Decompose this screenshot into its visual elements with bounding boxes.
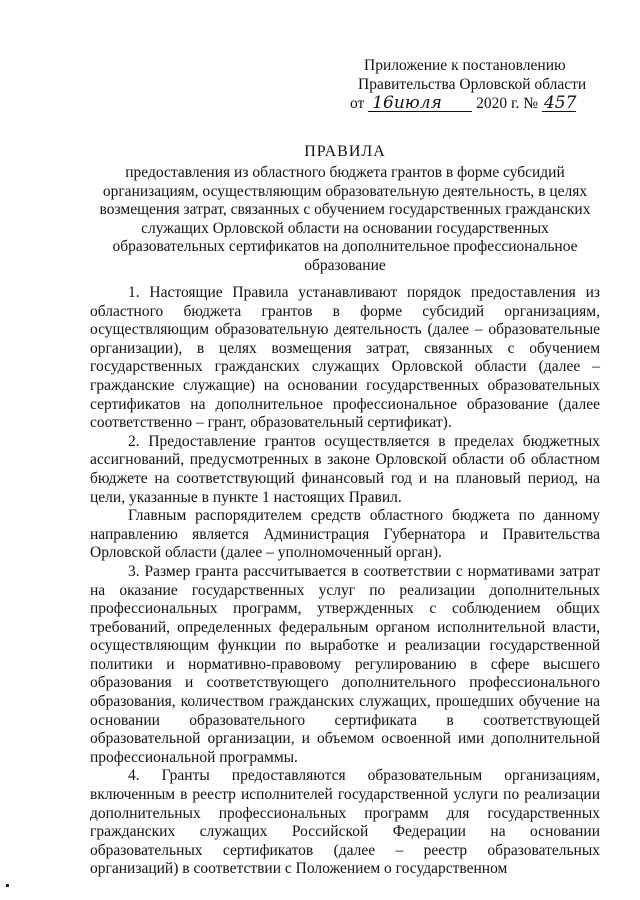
document-body bbox=[90, 284, 600, 879]
date-suffix: 2020 г. № bbox=[476, 95, 539, 112]
document-title: ПРАВИЛА bbox=[304, 143, 386, 160]
appendix-header bbox=[350, 56, 610, 113]
paragraph-4: 4. Гранты предоставляются образовательным организациям, включенным в реестр исполнителей государственной услуги по реализации дополнительных профессиональных программ для государственных гражданских служащих Российской Федерации на основании образовательных сертификатов (далее – реестр образовательных организаций) в соответствии с Положением о государственном bbox=[90, 767, 600, 878]
scan-speck bbox=[6, 884, 9, 887]
appendix-date-line bbox=[350, 94, 610, 113]
appendix-line-1: Приложение к постановлению bbox=[364, 57, 566, 74]
paragraph-2-continued: Главным распорядителем средств областного бюджета по данному направлению является Администрация Губернатора и Правительства Орловской области (далее – уполномоченный орган). bbox=[90, 507, 600, 562]
paragraph-1: 1. Настоящие Правила устанавливают порядок предоставления из областного бюджета грантов в форме субсидий организациям, осуществляющим образовательную деятельность (далее – образовательные организации), в целях возмещения затрат, связанных с обучением государственных гражданских служащих Орловской области (далее – гражданские служащие) на основании государственных образовательных сертификатов на дополнительное профессиональное образование (далее соответственно – грант, образовательный сертификат). bbox=[90, 284, 600, 432]
document-subtitle: предоставления из областного бюджета грантов в форме субсидий организациям, осуществляющим образовательную деятельность, в целях возмещения затрат, связанных с обучением государственных гражданских служащих Орловской области на основании государственных образовательных сертификатов на дополнительное профессиональное образование bbox=[99, 164, 591, 274]
paragraph-2: 2. Предоставление грантов осуществляется в пределах бюджетных ассигнований, предусмотренных в законе Орловской области об областном бюджете на соответствующий финансовый год и на плановый период, на цели, указанные в пункте 1 настоящих Правил. bbox=[90, 432, 600, 506]
date-prefix: от bbox=[350, 95, 365, 112]
paragraph-3: 3. Размер гранта рассчитывается в соответствии с нормативами затрат на оказание государственных услуг по реализации дополнительных профессиональных программ, утвержденных с соблюдением общих требований, определенных федеральным органом исполнительной власти, осуществляющим функции по выработке и реализации государственной политики и нормативно-правовому регулированию в сфере высшего образования и соответствующего дополнительного профессионального образования, количеством гражданских служащих, прошедших обучение на основании образовательного сертификата в соответствующей образовательной организации, и объемом освоенной ими дополнительной профессиональной программы. bbox=[90, 562, 600, 766]
handwritten-number: 457 bbox=[543, 93, 577, 113]
handwritten-date: 16июля bbox=[368, 95, 472, 112]
appendix-line-2: Правительства Орловской области bbox=[358, 76, 587, 93]
